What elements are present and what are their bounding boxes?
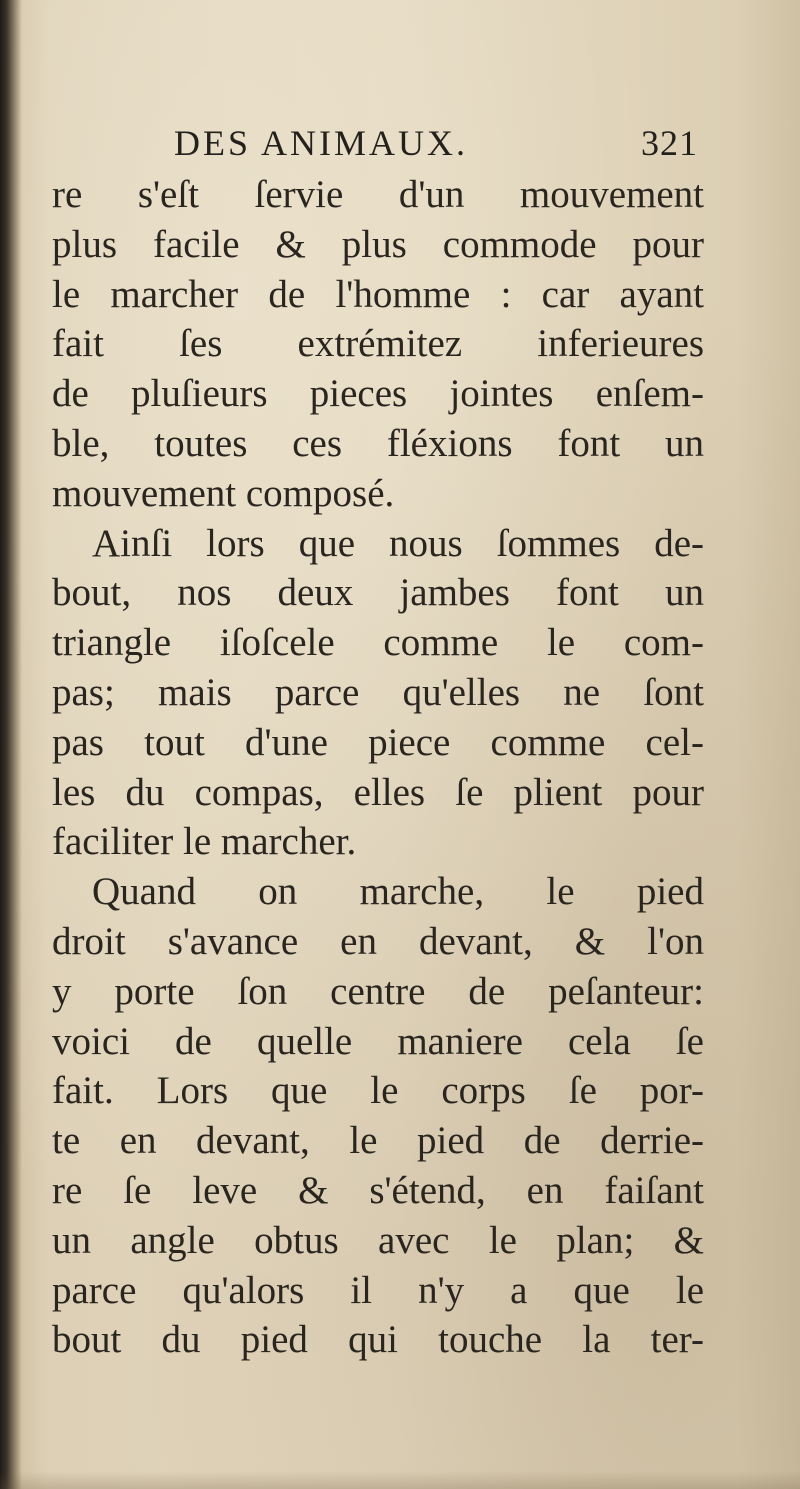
- text-line: voici de quelle maniere cela ſe: [52, 1019, 704, 1063]
- page-text-block: [52, 118, 704, 1365]
- text-line: droit s'avance en devant, & l'on: [52, 919, 704, 963]
- text-line: triangle iſoſcele comme le com-: [52, 621, 704, 665]
- text-line: ble, toutes ces fléxions font un: [52, 421, 704, 465]
- text-line: le marcher de l'homme : car ayant: [52, 272, 704, 316]
- text-line: bout, nos deux jambes font un: [52, 571, 704, 615]
- book-spine-shadow: [0, 0, 22, 1489]
- running-head: [52, 118, 704, 170]
- text-line: fait. Lors que le corps ſe por-: [52, 1069, 704, 1113]
- running-head-title: DES ANIMAUX.: [174, 123, 469, 163]
- page-bottom-edge: [0, 1471, 800, 1489]
- text-line: te en devant, le pied de derrie-: [52, 1119, 704, 1163]
- text-line: plus facile & plus commode pour: [52, 222, 704, 266]
- text-line: parce qu'alors il n'y a que le: [52, 1268, 704, 1312]
- text-line: pas; mais parce qu'elles ne ſont: [52, 670, 704, 714]
- body-text: [52, 170, 704, 1365]
- text-line: de pluſieurs pieces jointes enſem-: [52, 372, 704, 416]
- text-line: bout du pied qui touche la ter-: [52, 1318, 704, 1362]
- page-number: 321: [641, 123, 698, 163]
- text-line: re ſe leve & s'étend, en faiſant: [52, 1168, 704, 1212]
- text-line: pas tout d'une piece comme cel-: [52, 720, 704, 764]
- text-line: y porte ſon centre de peſanteur:: [52, 969, 704, 1013]
- text-line: fait ſes extrémitez inferieures: [52, 322, 704, 366]
- text-line: Ainſi lors que nous ſommes de-: [92, 521, 704, 565]
- text-line: les du compas, elles ſe plient pour: [52, 770, 704, 814]
- text-line: mouvement composé.: [52, 471, 395, 515]
- text-line: faciliter le marcher.: [52, 820, 357, 864]
- text-line: Quand on marche, le pied: [92, 870, 704, 914]
- text-line: un angle obtus avec le plan; &: [52, 1218, 704, 1262]
- text-line: re s'eſt ſervie d'un mouvement: [52, 173, 704, 216]
